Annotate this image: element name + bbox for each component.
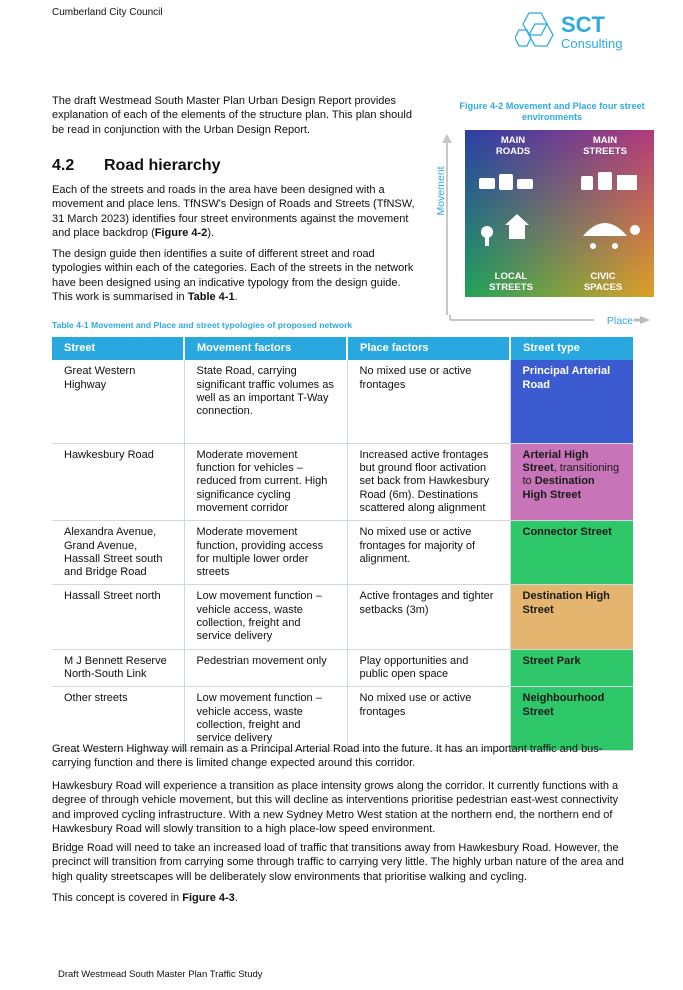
quadrant-label-line: MAIN [592, 135, 618, 146]
table-header-row [52, 337, 633, 360]
cell-place: No mixed use or active frontages for majority of alignment. [347, 521, 510, 585]
header-organisation: Cumberland City Council [52, 7, 163, 18]
street-type-part: Destination High Street [522, 475, 595, 501]
paragraph-typologies [52, 247, 422, 304]
table-row [52, 649, 633, 687]
movement-axis-label: Movement [435, 166, 447, 216]
logo-sub-text: Consulting [561, 36, 623, 51]
cell-street-type [510, 443, 633, 520]
place-axis-label: Place [606, 315, 634, 327]
cell-street-type: Street Park [510, 649, 633, 687]
paragraph-bridge-road: Bridge Road will need to take an increased load of traffic that transitions away from Hawkesbury Road. However, the precinct will transition from carrying some through traffic to carrying very little. The highly urban nature of the area and high quality streetscapes will be deliberately slow environments that prioritise walking and cycling. [52, 842, 624, 883]
table-row [52, 521, 633, 585]
paragraph-great-western-highway: Great Western Highway will remain as a Principal Arterial Road into the future. It has an important traffic and bus-carrying function and there is limited change expected around this corridor. [52, 743, 603, 770]
quadrant-label-line: STREETS [583, 146, 627, 157]
paragraph-end: . [234, 290, 238, 303]
paragraph-text: This concept is covered in [52, 892, 183, 904]
quadrant-main-streets [565, 135, 645, 157]
cell-street-type: Destination High Street [510, 585, 633, 649]
cell-street: Great Western Highway [52, 360, 184, 443]
table-row [52, 443, 633, 520]
cell-place: No mixed use or active frontages [347, 687, 510, 751]
section-title: Road hierarchy [104, 157, 221, 174]
column-header-street: Street [52, 337, 184, 360]
table-row [52, 360, 633, 443]
paragraph-end: ). [207, 226, 215, 239]
quadrant-label-line: CIVIC [590, 271, 616, 282]
cell-street: Other streets [52, 687, 184, 751]
table-caption: Table 4-1 Movement and Place and street typologies of proposed network [52, 320, 353, 330]
movement-place-matrix [465, 130, 654, 297]
quadrant-label-line: STREETS [489, 282, 533, 293]
table-row [52, 585, 633, 649]
quadrant-label-line: SPACES [583, 282, 623, 293]
cell-street: Alexandra Avenue, Grand Avenue, Hassall Street south and Bridge Road [52, 521, 184, 585]
cell-street-type: Connector Street [510, 521, 633, 585]
paragraph-concept [52, 891, 627, 905]
cell-street-type: Neighbourhood Street [510, 687, 633, 751]
cell-place: Play opportunities and public open space [347, 649, 510, 687]
street-type-part: , transitioning to [522, 462, 620, 488]
figure-reference[interactable]: Figure 4-2 [154, 226, 208, 239]
paragraph-end: . [234, 892, 238, 904]
place-axis [448, 312, 658, 330]
paragraph-text: The design guide then identifies a suite of different street and road typologies within each of the categories. Each of the streets in the network have been designed using an indicative typology from the design guide. This work is summarised in [52, 248, 414, 303]
column-header-street-type: Street type [510, 337, 633, 360]
cell-place: Active frontages and tighter setbacks (3m) [347, 585, 510, 649]
cell-movement: Pedestrian movement only [184, 649, 347, 687]
cell-movement: Moderate movement function for vehicles – reduced from current. High significance cycling movement corridor [184, 443, 347, 520]
movement-axis [432, 133, 452, 323]
cell-movement: Low movement function – vehicle access, waste collection, freight and service delivery [184, 687, 347, 751]
column-header-movement: Movement factors [184, 337, 347, 360]
cell-street: Hawkesbury Road [52, 443, 184, 520]
paragraph-hawkesbury-road: Hawkesbury Road will experience a transition as place intensity grows along the corridor. It currently functions with a degree of through vehicle movement, but this will decline as interventions prioritise pedestrian east-west connectivity and improved cycling infrastructure. With a new Sydney Metro West station at the northern end, the northern end of Hawkesbury Road will slowly transition to a high place-low speed environment. [52, 780, 619, 835]
cell-place: Increased active frontages but ground floor activation set back from Hawkesbury Road (6m). Destinations scattered along alignment [347, 443, 510, 520]
quadrant-label-line: LOCAL [494, 271, 528, 282]
cell-street: Hassall Street north [52, 585, 184, 649]
logo-hexagon-icon [515, 13, 553, 46]
arrow-up-icon [442, 134, 452, 143]
paragraph-text: Each of the streets and roads in the area have been designed with a movement and place lens. TfNSW's Design of Roads and Streets (TfNSW, 31 March 2023) identifies four street environments against the movement and place backdrop ( [52, 184, 415, 239]
intro-paragraph: The draft Westmead South Master Plan Urban Design Report provides explanation of each of the elements of the structure plan. This plan should be read in conjunction with the Urban Design Report. [52, 95, 412, 136]
cell-movement: Low movement function – vehicle access, waste collection, freight and service delivery [184, 585, 347, 649]
cell-movement: Moderate movement function, providing access for multiple lower order streets [184, 521, 347, 585]
cell-street-type: Principal Arterial Road [510, 360, 633, 443]
street-type-part: Arterial High Street [522, 448, 589, 475]
section-heading [52, 157, 220, 175]
cell-street: M J Bennett Reserve North-South Link [52, 649, 184, 687]
cell-movement: State Road, carrying significant traffic volumes as well as an important T-Way connection. [184, 360, 347, 443]
logo-main-text: SCT [561, 12, 605, 37]
figure-reference[interactable]: Figure 4-3 [182, 892, 235, 904]
figure-caption: Figure 4-2 Movement and Place four street environments [459, 101, 645, 122]
column-header-place: Place factors [347, 337, 510, 360]
quadrant-civic-spaces [563, 271, 643, 293]
paragraph-movement-place [52, 183, 422, 240]
quadrant-local-streets [471, 271, 551, 293]
table-reference[interactable]: Table 4-1 [187, 290, 235, 303]
street-typology-table [52, 337, 633, 751]
quadrant-main-roads [473, 135, 553, 157]
sct-logo [515, 8, 640, 54]
quadrant-label-line: MAIN [500, 135, 526, 146]
quadrant-label-line: ROADS [495, 146, 531, 157]
section-number: 4.2 [52, 157, 75, 174]
cell-place: No mixed use or active frontages [347, 360, 510, 443]
footer-document-title: Draft Westmead South Master Plan Traffic Study [58, 969, 263, 980]
